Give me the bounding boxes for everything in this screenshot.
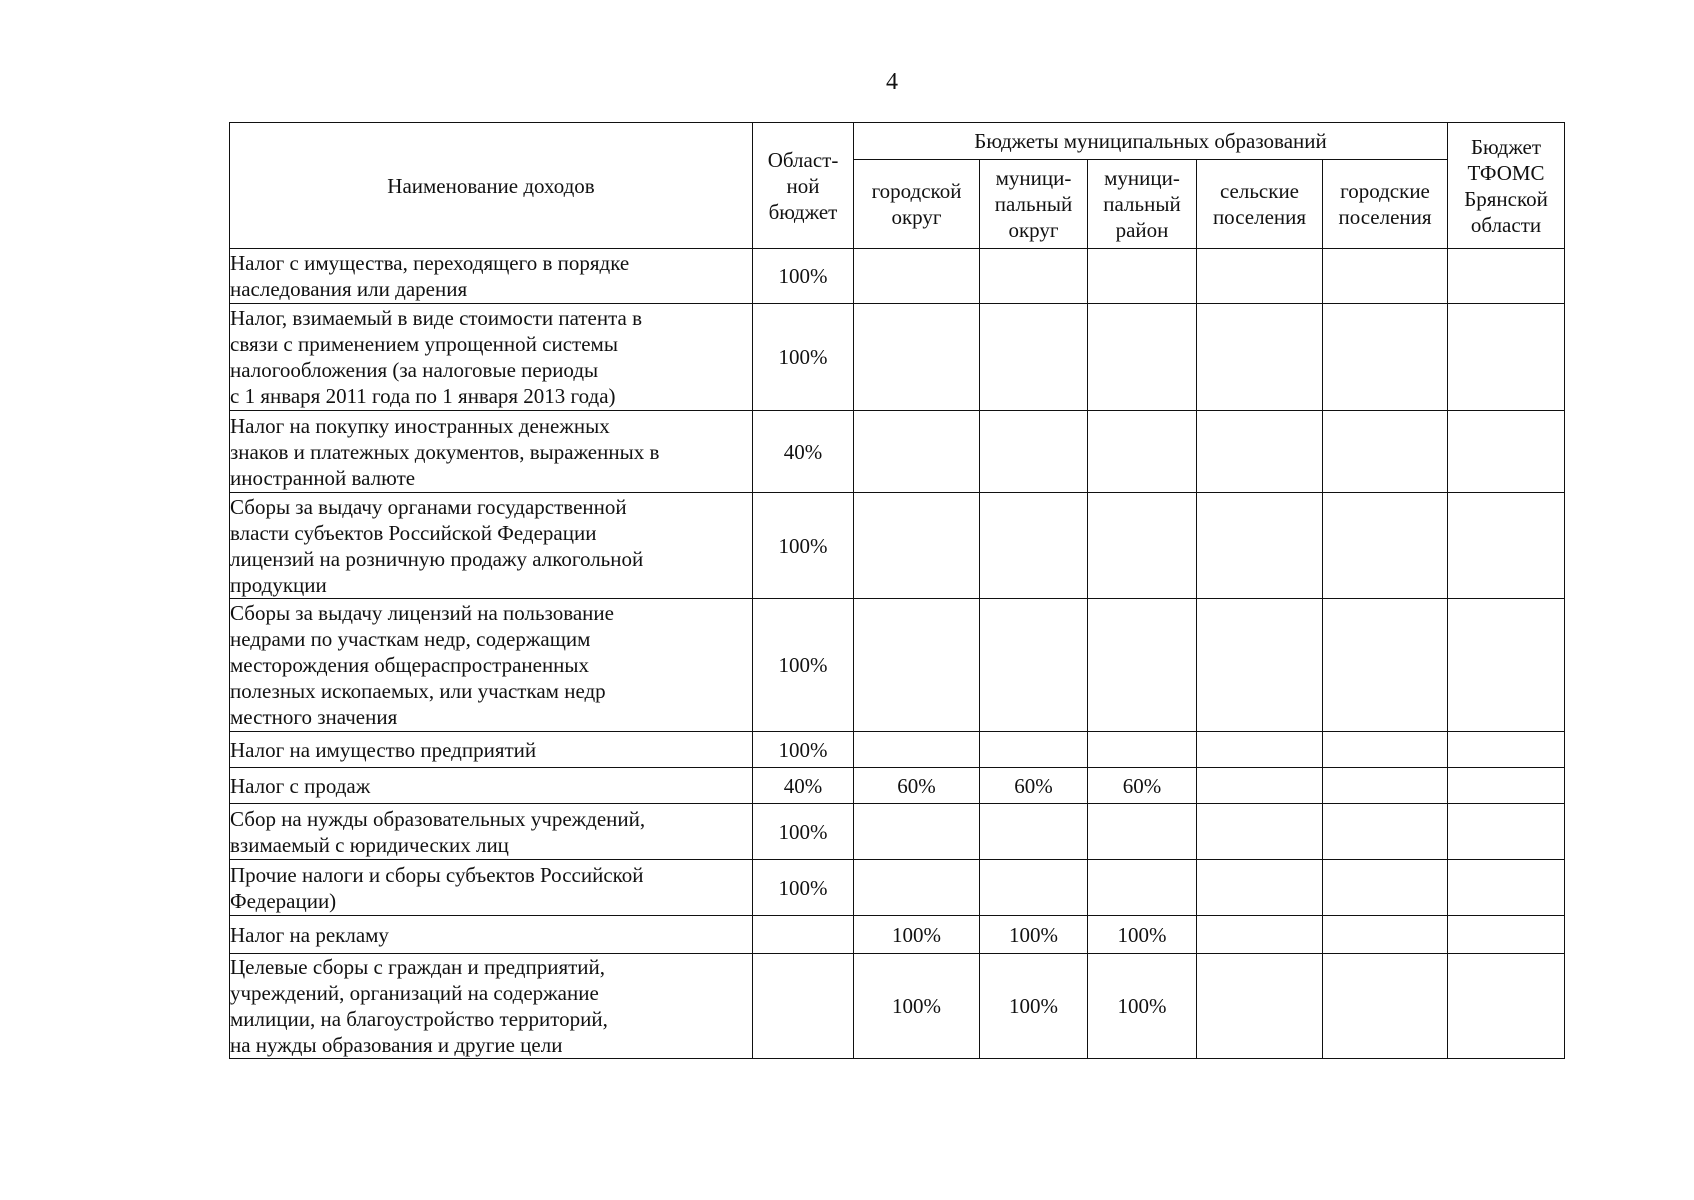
table-row (230, 732, 1565, 768)
share-cell-regional (753, 916, 854, 954)
revenue-name-line: продукции (230, 572, 327, 597)
revenue-name-line: лицензий на розничную продажу алкогольной (230, 546, 644, 571)
share-cell-rural (1197, 860, 1323, 916)
header-tfoms-line: ТФОМС (1467, 160, 1545, 185)
header-municipal-okrug (980, 160, 1088, 249)
revenue-name-line: Налог с продаж (230, 773, 371, 798)
share-cell-municipal-rayon: 60% (1088, 768, 1197, 804)
table-row (230, 768, 1565, 804)
share-cell-rural (1197, 304, 1323, 411)
revenue-name-line: Федерации) (230, 888, 337, 913)
revenue-distribution-table (229, 122, 1565, 1059)
revenue-name-cell (230, 768, 753, 804)
share-cell-tfoms (1448, 411, 1565, 493)
share-cell-city-district: 100% (854, 954, 980, 1059)
share-cell-rural (1197, 249, 1323, 304)
header-regional-line: бюджет (768, 199, 838, 224)
header-municipal-group: Бюджеты муниципальных образований (854, 123, 1448, 160)
share-cell-tfoms (1448, 599, 1565, 732)
revenue-name-line: на нужды образования и другие цели (230, 1033, 563, 1057)
share-cell-municipal-rayon (1088, 411, 1197, 493)
revenue-name-line: Сборы за выдачу органами государственной (230, 494, 627, 519)
share-cell-tfoms (1448, 249, 1565, 304)
share-cell-urban (1323, 249, 1448, 304)
header-line: район (1115, 218, 1169, 242)
share-cell-rural (1197, 768, 1323, 804)
revenue-name-cell (230, 732, 753, 768)
revenue-name-line: связи с применением упрощенной системы (230, 332, 618, 356)
table-body (230, 249, 1565, 1059)
revenue-name-line: месторождения общераспространенных (230, 653, 590, 677)
header-line: пальный (1103, 192, 1181, 216)
share-cell-urban (1323, 493, 1448, 599)
share-cell-rural (1197, 411, 1323, 493)
share-cell-city-district (854, 493, 980, 599)
header-regional-line: ной (786, 173, 820, 198)
share-cell-rural (1197, 916, 1323, 954)
revenue-name-line: Целевые сборы с граждан и предприятий, (230, 955, 606, 979)
header-line: поселения (1212, 205, 1307, 229)
revenue-name-line: Налог на рекламу (230, 922, 389, 947)
share-cell-urban (1323, 860, 1448, 916)
table-row (230, 411, 1565, 493)
share-cell-municipal-rayon (1088, 493, 1197, 599)
revenue-name-line: милиции, на благоустройство территорий, (230, 1007, 608, 1031)
table-row (230, 804, 1565, 860)
share-cell-rural (1197, 954, 1323, 1059)
share-cell-municipal-rayon (1088, 599, 1197, 732)
header-line: округ (891, 205, 942, 229)
share-cell-city-district (854, 304, 980, 411)
header-tfoms-budget (1448, 123, 1565, 249)
share-cell-regional (753, 954, 854, 1059)
header-name: Наименование доходов (230, 123, 753, 249)
share-cell-tfoms (1448, 954, 1565, 1059)
header-line: муници- (1104, 166, 1180, 190)
revenue-name-cell (230, 954, 753, 1059)
revenue-name-line: Прочие налоги и сборы субъектов Российской (230, 862, 644, 887)
share-cell-regional: 100% (753, 249, 854, 304)
share-cell-rural (1197, 599, 1323, 732)
share-cell-tfoms (1448, 493, 1565, 599)
table-row (230, 954, 1565, 1059)
share-cell-municipal-rayon (1088, 860, 1197, 916)
share-cell-municipal-okrug: 60% (980, 768, 1088, 804)
share-cell-municipal-okrug (980, 732, 1088, 768)
revenue-name-line: Налог на покупку иностранных денежных (230, 413, 610, 438)
share-cell-regional: 100% (753, 804, 854, 860)
share-cell-city-district (854, 860, 980, 916)
header-row-top (230, 123, 1565, 160)
share-cell-municipal-okrug (980, 804, 1088, 860)
share-cell-city-district (854, 411, 980, 493)
revenue-name-cell (230, 916, 753, 954)
share-cell-municipal-okrug (980, 493, 1088, 599)
share-cell-tfoms (1448, 860, 1565, 916)
share-cell-city-district (854, 804, 980, 860)
share-cell-tfoms (1448, 804, 1565, 860)
revenue-name-cell (230, 411, 753, 493)
share-cell-regional: 100% (753, 599, 854, 732)
revenue-name-line: недрами по участкам недр, содержащим (230, 627, 591, 651)
header-tfoms-line: области (1470, 212, 1542, 237)
share-cell-municipal-okrug (980, 411, 1088, 493)
share-cell-municipal-okrug (980, 860, 1088, 916)
header-regional-line: Област- (767, 147, 839, 172)
revenue-name-line: знаков и платежных документов, выраженных в (230, 439, 660, 464)
share-cell-urban (1323, 304, 1448, 411)
header-municipal-rayon (1088, 160, 1197, 249)
share-cell-tfoms (1448, 768, 1565, 804)
header-city-district (854, 160, 980, 249)
revenue-name-line: местного значения (230, 705, 398, 729)
share-cell-municipal-rayon: 100% (1088, 916, 1197, 954)
header-line: поселения (1338, 205, 1432, 229)
share-cell-municipal-rayon (1088, 804, 1197, 860)
revenue-name-line: Налог с имущества, переходящего в порядке (230, 251, 630, 275)
share-cell-tfoms (1448, 732, 1565, 768)
share-cell-municipal-rayon (1088, 304, 1197, 411)
header-line: сельские (1219, 179, 1300, 203)
revenue-name-cell (230, 804, 753, 860)
header-line: пальный (994, 192, 1073, 216)
share-cell-regional: 100% (753, 304, 854, 411)
revenue-name-line: с 1 января 2011 года по 1 января 2013 года) (230, 384, 616, 408)
revenue-name-line: иностранной валюте (230, 465, 416, 490)
share-cell-municipal-rayon (1088, 732, 1197, 768)
share-cell-tfoms (1448, 304, 1565, 411)
revenue-name-line: Сборы за выдачу лицензий на пользование (230, 601, 614, 625)
share-cell-municipal-okrug (980, 599, 1088, 732)
header-regional-budget (753, 123, 854, 249)
revenue-name-cell (230, 860, 753, 916)
revenue-name-cell (230, 249, 753, 304)
header-line: городские (1340, 179, 1430, 203)
share-cell-urban (1323, 599, 1448, 732)
revenue-name-line: Налог, взимаемый в виде стоимости патента в (230, 306, 643, 330)
share-cell-municipal-rayon (1088, 249, 1197, 304)
revenue-name-line: Сбор на нужды образовательных учреждений, (230, 806, 646, 831)
share-cell-city-district: 60% (854, 768, 980, 804)
share-cell-regional: 100% (753, 493, 854, 599)
share-cell-regional: 100% (753, 860, 854, 916)
share-cell-city-district (854, 732, 980, 768)
table-row (230, 860, 1565, 916)
share-cell-municipal-okrug (980, 304, 1088, 411)
share-cell-regional: 100% (753, 732, 854, 768)
header-urban-settlements (1323, 160, 1448, 249)
share-cell-rural (1197, 804, 1323, 860)
revenue-name-line: наследования или дарения (230, 277, 468, 301)
header-tfoms-line: Брянской (1464, 186, 1548, 211)
header-rural-settlements (1197, 160, 1323, 249)
share-cell-tfoms (1448, 916, 1565, 954)
share-cell-rural (1197, 493, 1323, 599)
share-cell-city-district (854, 599, 980, 732)
revenue-name-line: власти субъектов Российской Федерации (230, 520, 597, 545)
share-cell-municipal-okrug: 100% (980, 916, 1088, 954)
revenue-name-cell (230, 493, 753, 599)
share-cell-municipal-okrug (980, 249, 1088, 304)
header-tfoms-line: Бюджет (1470, 134, 1542, 159)
header-line: округ (1008, 218, 1059, 242)
share-cell-urban (1323, 411, 1448, 493)
page-number: 4 (886, 69, 898, 95)
revenue-name-cell (230, 304, 753, 411)
header-line: муници- (995, 166, 1072, 190)
share-cell-urban (1323, 732, 1448, 768)
revenue-name-line: налогообложения (за налоговые периоды (230, 358, 599, 382)
table-row (230, 304, 1565, 411)
share-cell-urban (1323, 768, 1448, 804)
share-cell-city-district: 100% (854, 916, 980, 954)
share-cell-urban (1323, 804, 1448, 860)
revenue-name-line: полезных ископаемых, или участкам недр (230, 679, 606, 703)
revenue-name-line: Налог на имущество предприятий (230, 737, 537, 762)
revenue-name-line: взимаемый с юридических лиц (230, 832, 509, 857)
share-cell-urban (1323, 916, 1448, 954)
share-cell-regional: 40% (753, 411, 854, 493)
revenue-name-line: учреждений, организаций на содержание (230, 981, 599, 1005)
table-row (230, 599, 1565, 732)
table-row (230, 493, 1565, 599)
share-cell-urban (1323, 954, 1448, 1059)
share-cell-city-district (854, 249, 980, 304)
share-cell-rural (1197, 732, 1323, 768)
revenue-name-cell (230, 599, 753, 732)
table-row (230, 916, 1565, 954)
table-row (230, 249, 1565, 304)
share-cell-regional: 40% (753, 768, 854, 804)
share-cell-municipal-okrug: 100% (980, 954, 1088, 1059)
share-cell-municipal-rayon: 100% (1088, 954, 1197, 1059)
header-line: городской (871, 179, 962, 203)
